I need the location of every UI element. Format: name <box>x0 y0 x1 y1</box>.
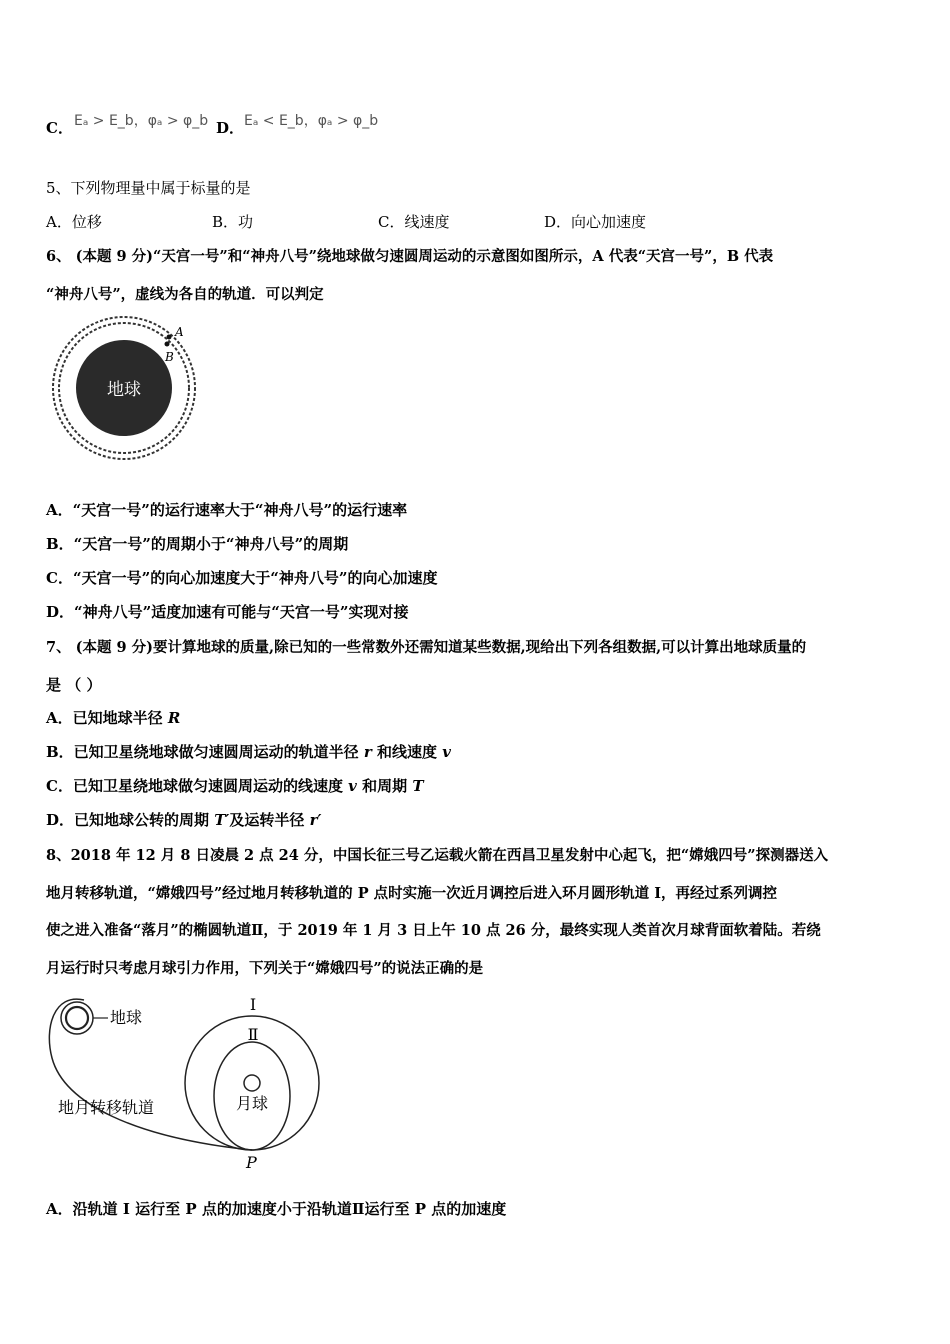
option-d-formula: Eₐ < E_b，φₐ > φ_b <box>244 113 379 129</box>
q7-option-b-rest: 和线速度 <box>371 743 443 761</box>
orbit-ii-label: Ⅱ <box>247 1025 259 1044</box>
q6-option-b: B．“天宫一号”的周期小于“神舟八号”的周期 <box>46 535 349 553</box>
point-b-dot <box>165 342 170 347</box>
q5-option-c: C．线速度 <box>378 213 450 231</box>
earth-inner <box>66 1007 88 1029</box>
q8-orbit-figure <box>44 988 344 1174</box>
q7-option-b-var: r <box>363 743 372 761</box>
point-b-label: B <box>165 350 174 364</box>
q8-stem-line3: 使之进入准备“落月”的椭圆轨道Ⅱ，于 2019 年 1 月 3 日上午 10 点 26 分，最终实现人类首次月球背面软着陆。若绕 <box>46 922 821 939</box>
q7-option-c-var2: T <box>412 777 424 795</box>
q7-option-c-rest: 和周期 <box>356 777 413 795</box>
q5-stem: 5、下列物理量中属于标量的是 <box>46 179 251 197</box>
q6-option-a: A．“天宫一号”的运行速率大于“神舟八号”的运行速率 <box>46 501 408 519</box>
q5-option-b: B．功 <box>212 213 254 231</box>
q5-option-d: D．向心加速度 <box>544 213 647 231</box>
q7-option-c-text: C．已知卫星绕地球做匀速圆周运动的线速度 <box>46 777 349 795</box>
q8-stem-line2: 地月转移轨道，“嫦娥四号”经过地月转移轨道的 P 点时实施一次近月调控后进入环月圆形轨道 I，再经过系列调控 <box>46 885 778 902</box>
point-a-dot <box>167 335 172 340</box>
moon-circle <box>244 1075 260 1091</box>
q6-option-d: D．“神舟八号”适度加速有可能与“天宫一号”实现对接 <box>46 603 409 621</box>
point-a-label: A <box>175 325 184 339</box>
earth-label: 地球 <box>107 380 141 400</box>
q6-stem-line1: 6、 (本题 9 分)“天宫一号”和“神舟八号”绕地球做匀速圆周运动的示意图如图所示，A 代表“天宫一号”，B 代表 <box>46 248 774 265</box>
orbit-i-label: I <box>249 995 257 1014</box>
moon-label: 月球 <box>235 1094 269 1113</box>
q7-option-a <box>46 707 180 728</box>
q6-orbit-figure <box>46 312 206 470</box>
q7-stem-line2: 是 （ ） <box>46 676 102 694</box>
option-d-label: D． <box>216 119 245 137</box>
earth-label: 地球 <box>110 1008 143 1027</box>
q8-option-a: A．沿轨道 I 运行至 P 点的加速度小于沿轨道Ⅱ运行至 P 点的加速度 <box>46 1200 507 1218</box>
q7-option-d-rest: 及运转半径 <box>229 811 310 829</box>
q7-option-d-text: D．已知地球公转的周期 <box>46 811 215 829</box>
q6-stem-line2: “神舟八号”，虚线为各自的轨道．可以判定 <box>46 286 324 303</box>
option-c-label: C． <box>46 119 73 137</box>
option-c-formula: Eₐ > E_b，φₐ > φ_b <box>74 113 209 129</box>
q8-stem-line1: 8、2018 年 12 月 8 日凌晨 2 点 24 分，中国长征三号乙运载火箭在西昌卫星发射中心起飞，把“嫦娥四号”探测器送入 <box>46 847 829 864</box>
q5-option-a: A．位移 <box>46 213 102 231</box>
transfer-orbit-label: 地月转移轨道 <box>58 1098 155 1117</box>
q7-option-b <box>46 741 451 762</box>
q7-stem-line1: 7、 (本题 9 分)要计算地球的质量,除已知的一些常数外还需知道某些数据,现给出下列各组数据,可以计算出地球质量的 <box>46 639 807 656</box>
q7-option-c-var: v <box>348 777 357 795</box>
q7-option-d <box>46 809 321 830</box>
q7-option-a-var: R <box>167 709 181 727</box>
q7-option-d-var: T′ <box>214 811 230 829</box>
q6-option-c: C．“天宫一号”的向心加速度大于“神舟八号”的向心加速度 <box>46 569 438 587</box>
q7-option-b-var2: v <box>442 743 451 761</box>
q7-option-d-var2: r′ <box>309 811 322 829</box>
q8-stem-line4: 月运行时只考虑月球引力作用，下列关于“嫦娥四号”的说法正确的是 <box>46 960 484 977</box>
q7-option-c <box>46 775 424 796</box>
q7-option-a-text: A．已知地球半径 <box>46 709 168 727</box>
q7-option-b-text: B．已知卫星绕地球做匀速圆周运动的轨道半径 <box>46 743 364 761</box>
point-p-label: P <box>246 1153 257 1172</box>
